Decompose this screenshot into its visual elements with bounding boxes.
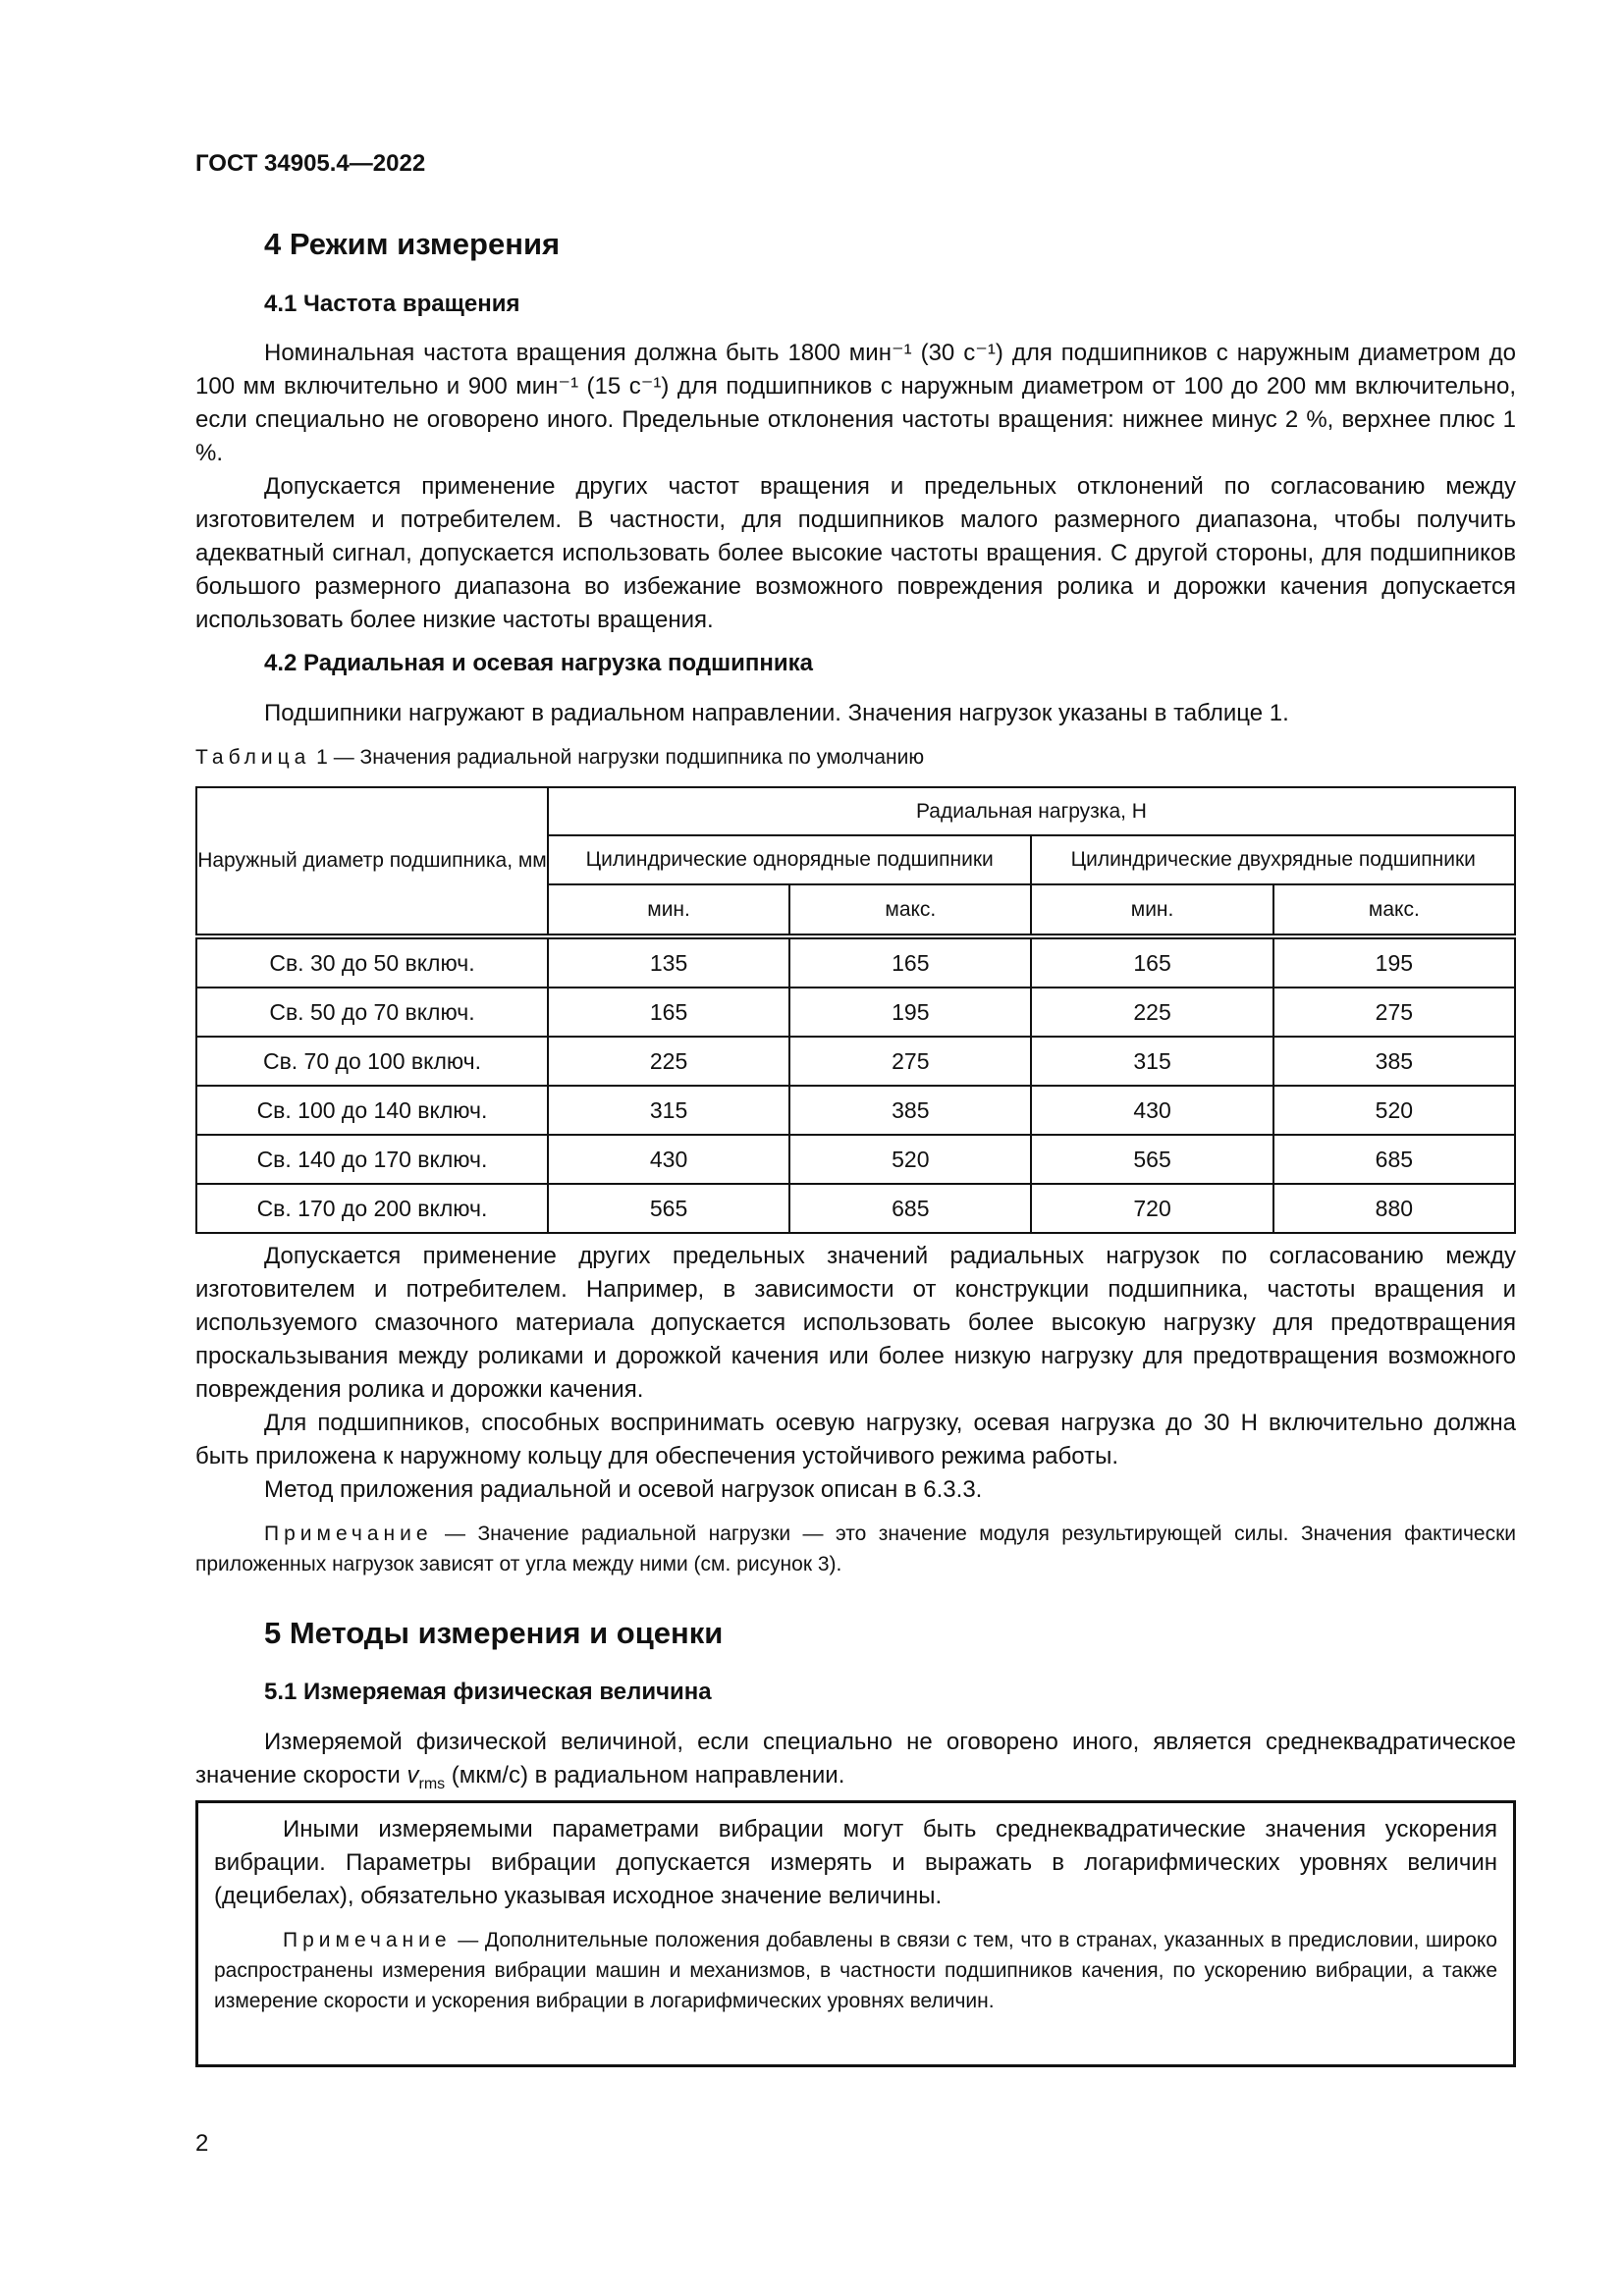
section-4-2-heading: 4.2 Радиальная и осевая нагрузка подшипника — [264, 650, 813, 676]
cell-load: 315 — [1031, 1037, 1272, 1086]
header-double-row: Цилиндрические двухрядные подшипники — [1031, 835, 1515, 884]
text: Измеряемой физической величиной, если специально не оговорено иного, является среднеквадратическое значение скорости — [195, 1729, 1516, 1789]
cell-load: 385 — [789, 1086, 1031, 1135]
header-radial-load: Радиальная нагрузка, Н — [548, 787, 1515, 835]
table-row — [196, 1184, 1515, 1233]
cell-load: 880 — [1273, 1184, 1515, 1233]
cell-diameter: Св. 30 до 50 включ. — [196, 936, 548, 988]
caption-label: Таблица — [195, 746, 311, 769]
cell-load: 225 — [548, 1037, 789, 1086]
header-min: мин. — [1031, 884, 1272, 936]
caption-text: 1 — Значения радиальной нагрузки подшипника по умолчанию — [310, 746, 925, 769]
cell-load: 720 — [1031, 1184, 1272, 1233]
note — [195, 1519, 1516, 1579]
cell-load: 520 — [1273, 1086, 1515, 1135]
paragraph: Подшипники нагружают в радиальном направлении. Значения нагрузок указаны в таблице 1. — [264, 700, 1289, 726]
cell-diameter: Св. 100 до 140 включ. — [196, 1086, 548, 1135]
cell-load: 430 — [1031, 1086, 1272, 1135]
paragraph: Номинальная частота вращения должна быть 1800 мин⁻¹ (30 с⁻¹) для подшипников с наружным диаметром до 100 мм включительно и 900 мин⁻¹ (15 с⁻¹) для подшипников с наружным диаметром от 100 до 200 мм включительно, если специально не оговорено иного. Предельные отклонения частоты вращения: нижнее минус 2 %, верхнее плюс 1 %. — [195, 340, 1516, 466]
table-row — [196, 936, 1515, 988]
cell-load: 275 — [789, 1037, 1031, 1086]
table-caption — [195, 746, 1516, 770]
cell-load: 315 — [548, 1086, 789, 1135]
header-min: мин. — [548, 884, 789, 936]
section-4-2-body — [195, 1240, 1516, 1579]
subscript-rms: rms — [418, 1775, 446, 1792]
cell-diameter: Св. 140 до 170 включ. — [196, 1135, 548, 1184]
table-row — [196, 1135, 1515, 1184]
note-text: — Значение радиальной нагрузки — это значение модуля результирующей силы. Значения фактически приложенных нагрузок зависят от угла между ними (см. рисунок 3). — [195, 1522, 1516, 1575]
paragraph: Допускается применение других частот вращения и предельных отклонений по согласованию между изготовителем и потребителем. В частности, для подшипников малого размерного диапазона, чтобы получить адекватный сигнал, допускается использовать более высокие частоты вращения. С другой стороны, для подшипников большого размерного диапазона во избежание возможного повреждения ролика и дорожки качения допускается использовать более низкие частоты вращения. — [195, 473, 1516, 633]
cell-diameter: Св. 50 до 70 включ. — [196, 988, 548, 1037]
radial-load-table — [195, 786, 1516, 1234]
section-5-1-heading: 5.1 Измеряемая физическая величина — [264, 1679, 712, 1705]
document-header: ГОСТ 34905.4—2022 — [195, 150, 426, 177]
header-single-row: Цилиндрические однорядные подшипники — [548, 835, 1032, 884]
national-addition-box — [195, 1800, 1516, 2067]
cell-load: 195 — [1273, 936, 1515, 988]
section-4-1-heading: 4.1 Частота вращения — [264, 291, 520, 317]
symbol-v: v — [406, 1762, 419, 1789]
cell-load: 225 — [1031, 988, 1272, 1037]
paragraph — [195, 1726, 1516, 1801]
page-number: 2 — [195, 2130, 209, 2157]
cell-load: 195 — [789, 988, 1031, 1037]
cell-load: 165 — [1031, 936, 1272, 988]
header-outer-diameter: Наружный диаметр подшипника, мм — [196, 787, 548, 936]
cell-load: 385 — [1273, 1037, 1515, 1086]
cell-load: 165 — [789, 936, 1031, 988]
cell-load: 135 — [548, 936, 789, 988]
paragraph: Для подшипников, способных воспринимать осевую нагрузку, осевая нагрузка до 30 Н включительно должна быть приложена к наружному кольцу для обеспечения устойчивого режима работы. — [195, 1410, 1516, 1469]
section-4-heading: 4 Режим измерения — [264, 227, 561, 261]
section-4-1-body — [195, 337, 1516, 637]
cell-diameter: Св. 70 до 100 включ. — [196, 1037, 548, 1086]
section-5-heading: 5 Методы измерения и оценки — [264, 1616, 724, 1650]
table-row — [196, 1037, 1515, 1086]
section-4-2-intro — [195, 697, 1516, 730]
cell-load: 565 — [1031, 1135, 1272, 1184]
note-label: Примечание — [283, 1929, 452, 1951]
cell-load: 565 — [548, 1184, 789, 1233]
header-max: макс. — [789, 884, 1031, 936]
section-5-1-body — [195, 1726, 1516, 1801]
note-text: — Дополнительные положения добавлены в связи с тем, что в странах, указанных в предисловии, широко распространены измерения вибрации машин и механизмов, в частности подшипников качения, по ускорению вибрации, а также измерение скорости и ускорения вибрации в логарифмических уровнях величин. — [214, 1929, 1497, 2012]
table-row — [196, 1086, 1515, 1135]
cell-load: 685 — [1273, 1135, 1515, 1184]
paragraph: Иными измеряемыми параметрами вибрации могут быть среднеквадратические значения ускорения вибрации. Параметры вибрации допускается измерять и выражать в логарифмических уровнях величин (децибелах), обязательно указывая исходное значение величины. — [214, 1816, 1497, 1909]
cell-load: 430 — [548, 1135, 789, 1184]
cell-diameter: Св. 170 до 200 включ. — [196, 1184, 548, 1233]
paragraph: Допускается применение других предельных значений радиальных нагрузок по согласованию между изготовителем и потребителем. Например, в зависимости от конструкции подшипника, частоты вращения и используемого смазочного материала допускается использовать более высокую нагрузку для предотвращения проскальзывания между роликами и дорожкой качения или более низкую нагрузку для предотвращения возможного повреждения ролика и дорожки качения. — [195, 1243, 1516, 1403]
cell-load: 520 — [789, 1135, 1031, 1184]
cell-load: 685 — [789, 1184, 1031, 1233]
note — [214, 1925, 1497, 2016]
text: (мкм/с) в радиальном направлении. — [445, 1762, 845, 1789]
header-max: макс. — [1273, 884, 1515, 936]
cell-load: 275 — [1273, 988, 1515, 1037]
paragraph: Метод приложения радиальной и осевой нагрузок описан в 6.3.3. — [264, 1476, 983, 1503]
table-row — [196, 988, 1515, 1037]
cell-load: 165 — [548, 988, 789, 1037]
note-label: Примечание — [264, 1522, 433, 1545]
